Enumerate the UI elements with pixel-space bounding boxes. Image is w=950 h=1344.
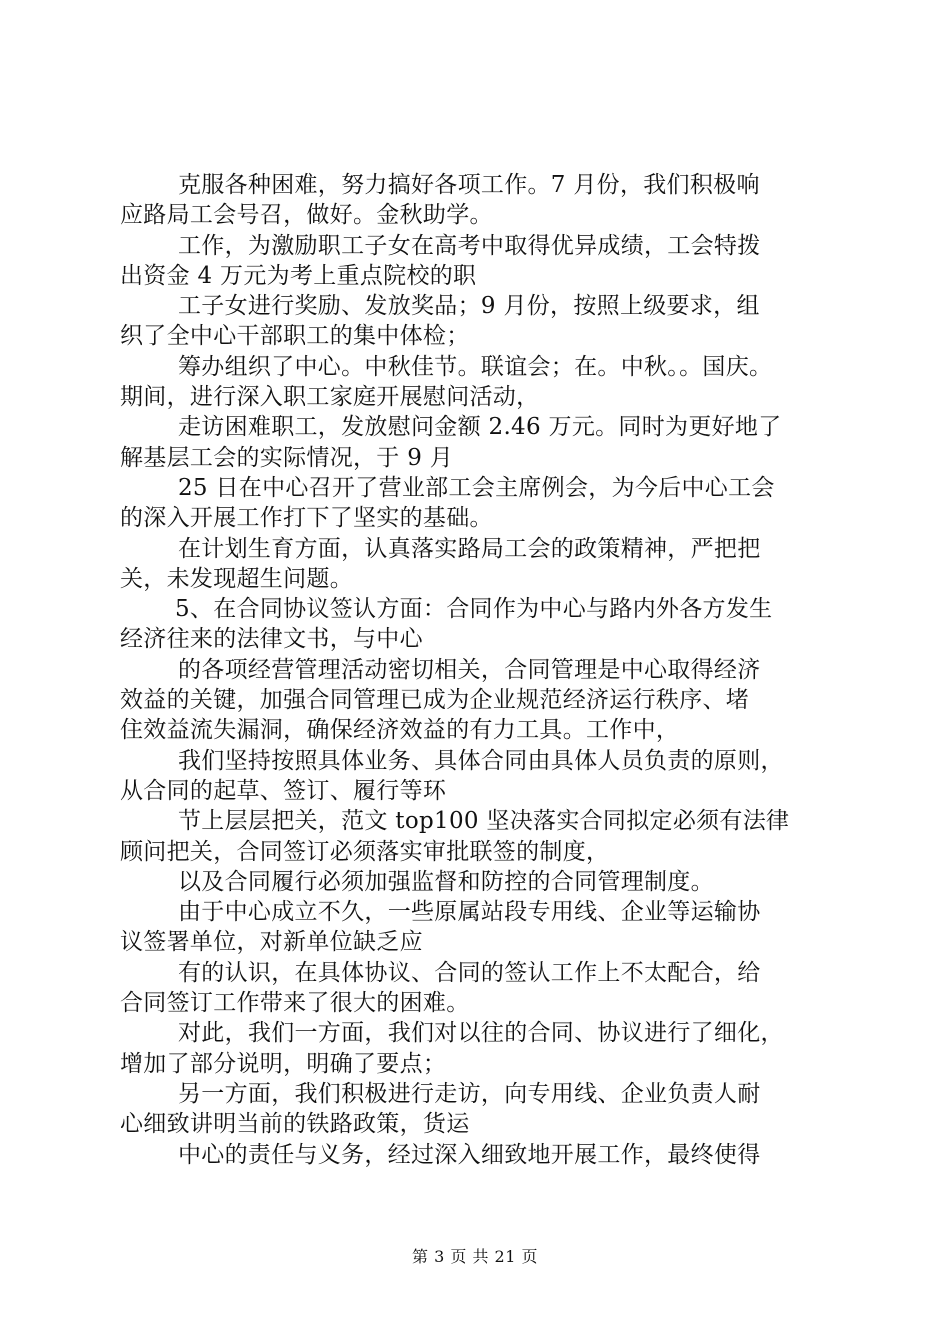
text-line: 的深入开展工作打下了坚实的基础。 xyxy=(120,505,493,532)
text-line: 克服各种困难，努力搞好各项工作。7 月份，我们积极响 xyxy=(178,172,760,198)
text-line: 对此，我们一方面，我们对以往的合同、协议进行了细化， xyxy=(178,1020,784,1047)
text-line: 筹办组织了中心。中秋佳节。联谊会；在。中秋。。国庆。 xyxy=(178,353,773,380)
text-line: 工作，为激励职工子女在高考中取得优异成绩，工会特拨 xyxy=(178,232,761,259)
text-line: 以及合同履行必须加强监督和防控的合同管理制度。 xyxy=(178,868,714,895)
text-line: 应路局工会号召，做好。金秋助学。 xyxy=(120,202,493,229)
text-line: 的各项经营管理活动密切相关，合同管理是中心取得经济 xyxy=(178,656,761,683)
text-line: 另一方面，我们积极进行走访，向专用线、企业负责人耐 xyxy=(178,1080,761,1107)
text-line: 在计划生育方面，认真落实路局工会的政策精神，严把把 xyxy=(178,535,761,562)
text-line: 走访困难职工，发放慰问金额 2.46 万元。同时为更好地了 xyxy=(178,414,782,441)
text-line: 从合同的起草、签订、履行等环 xyxy=(120,777,447,804)
text-line: 有的认识，在具体协议、合同的签认工作上不太配合，给 xyxy=(178,959,761,986)
text-line: 顾问把关，合同签订必须落实审批联签的制度， xyxy=(120,838,610,865)
text-line: 织了全中心干部职工的集中体检； xyxy=(120,323,470,350)
text-line: 关，未发现超生问题。 xyxy=(120,565,353,592)
text-line: 25 日在中心召开了营业部工会主席例会，为今后中心工会 xyxy=(178,474,775,501)
text-line: 解基层工会的实际情况，于 9 月 xyxy=(120,444,454,471)
text-line: 合同签订工作带来了很大的困难。 xyxy=(120,990,470,1017)
text-line: 心细致讲明当前的铁路政策，货运 xyxy=(120,1111,470,1138)
text-line: 经济往来的法律文书，与中心 xyxy=(120,626,423,653)
text-line: 中心的责任与义务，经过深入细致地开展工作，最终使得 xyxy=(178,1141,761,1168)
text-line: 工子女进行奖励、发放奖品；9 月份，按照上级要求，组 xyxy=(178,293,760,320)
text-line: 增加了部分说明，明确了要点； xyxy=(120,1050,447,1077)
page-footer: 第 3 页 共 21 页 xyxy=(412,1247,538,1266)
text-line: 出资金 4 万元为考上重点院校的职 xyxy=(120,262,477,289)
text-line: 期间，进行深入职工家庭开展慰问活动， xyxy=(120,384,540,411)
text-line: 由于中心成立不久，一些原属站段专用线、企业等运输协 xyxy=(178,899,761,926)
document-body xyxy=(120,170,840,1170)
text-line: 5、在合同协议签认方面：合同作为中心与路内外各方发生 xyxy=(175,596,773,623)
text-line: 我们坚持按照具体业务、具体合同由具体人员负责的原则， xyxy=(178,747,784,774)
text-line: 住效益流失漏洞，确保经济效益的有力工具。工作中， xyxy=(120,717,680,744)
text-line: 议签署单位，对新单位缺乏应 xyxy=(120,929,423,956)
text-line: 效益的关键，加强合同管理已成为企业规范经济运行秩序、堵 xyxy=(120,687,750,714)
text-line: 节上层层把关，范文 top100 坚决落实合同拟定必须有法律 xyxy=(178,808,790,835)
